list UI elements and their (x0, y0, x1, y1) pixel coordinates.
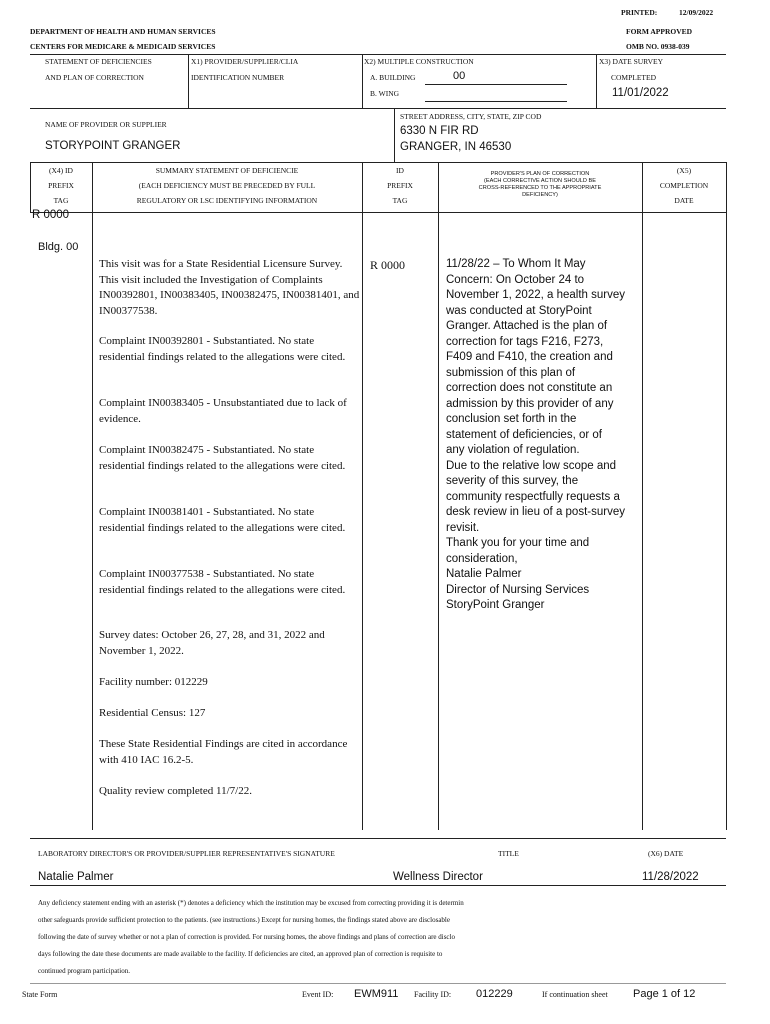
plan-line: any violation of regulation. (446, 444, 580, 456)
plan-line: severity of this survey, the (446, 475, 579, 487)
address-label: STREET ADDRESS, CITY, STATE, ZIP COD (400, 112, 542, 121)
disclaimer-line: following the date of survey whether or not a plan of correction is provided. For nursing homes, the above findings and plans of correction are disclo (38, 933, 455, 941)
plan-line: consideration, (446, 552, 518, 565)
finding-paragraph: Residential Census: 127 (99, 707, 206, 719)
id-header-1: ID (396, 166, 404, 175)
plan-header (438, 171, 642, 199)
statement-label-1: STATEMENT OF DEFICIENCIES (45, 57, 152, 66)
plan-line: Natalie Palmer (446, 568, 522, 580)
event-id-value: EWM911 (354, 988, 399, 1000)
disclaimer-line: continued program participation. (38, 967, 130, 975)
plan-line: 11/28/22 – To Whom It May (446, 258, 586, 270)
provider-name: STORYPOINT GRANGER (45, 140, 181, 152)
plan-line: Thank you for your time and (446, 537, 590, 549)
finding-paragraph: Quality review completed 11/7/22. (99, 785, 252, 797)
plan-line: statement of deficiencies, or of (446, 428, 602, 441)
form-approved: FORM APPROVED (626, 27, 693, 36)
tag-right: R 0000 (370, 258, 406, 272)
plan-line: community respectfully requests a (446, 490, 620, 503)
plan-header-2: (EACH CORRECTIVE ACTION SHOULD BE (484, 178, 596, 184)
plan-line: conclusion set forth in the (446, 413, 577, 425)
omb-number: OMB NO. 0938-039 (626, 42, 690, 51)
finding-paragraph: Facility number: 012229 (99, 676, 208, 688)
plan-line: desk review in lieu of a post-survey (446, 506, 625, 518)
disclaimer-line: days following the date these documents are made available to the facility. If deficiencies are cited, an approved plan of correction is requisite to (38, 950, 443, 958)
finding-paragraph: Survey dates: October 26, 27, 28, and 31, 2022 and November 1, 2022. (99, 629, 325, 657)
x4-header-2: PREFIX (48, 181, 74, 190)
plan-line: revisit. (446, 521, 480, 534)
plan-line: Concern: On October 24 to (446, 273, 585, 286)
plan-line: Granger. Attached is the plan of (446, 320, 608, 332)
continuation-label: If continuation sheet (542, 990, 608, 999)
finding-paragraph: Complaint IN00382475 - Substantiated. No state residential findings related to the allegations were cited. (99, 444, 346, 472)
tag-left: R 0000 (32, 209, 70, 221)
printed-label: PRINTED: (621, 8, 658, 17)
finding-paragraph: Complaint IN00392801 - Substantiated. No state residential findings related to the allegations were cited. (99, 335, 346, 363)
x5-header-1: (X5) (676, 166, 692, 175)
facility-id-label: Facility ID: (414, 990, 452, 999)
plan-line: correction for tags F216, F273, (446, 335, 604, 348)
plan-line: Director of Nursing Services (446, 583, 590, 596)
finding-paragraph: Complaint IN00381401 - Substantiated. No state residential findings related to the allegations were cited. (99, 506, 346, 534)
signature-label: LABORATORY DIRECTOR'S OR PROVIDER/SUPPLIER REPRESENTATIVE'S SIGNATURE (38, 849, 335, 858)
plan-line: November 1, 2022, a health survey (446, 289, 625, 301)
signature-date: 11/28/2022 (642, 871, 699, 883)
x1-label-1: X1) PROVIDER/SUPPLIER/CLIA (191, 57, 299, 66)
plan-line: StoryPoint Granger (446, 599, 545, 611)
address-line-2: GRANGER, IN 46530 (400, 141, 512, 153)
event-id-label: Event ID: (302, 990, 334, 999)
summary-header-2: (EACH DEFICIENCY MUST BE PRECEDED BY FULL (138, 181, 316, 190)
printed-date: 12/09/2022 (679, 8, 714, 17)
building-id: Bldg. 00 (38, 241, 79, 253)
title-label: TITLE (498, 849, 519, 858)
disclaimer-line: other safeguards provide sufficient protection to the patients. (see instructions.) Except for nursing homes, the findings stated above are disclosable (38, 916, 450, 924)
x4-header-1: (X4) ID (49, 166, 73, 175)
x5-header-3: DATE (674, 196, 694, 205)
x3-label-1: X3) DATE SURVEY (599, 57, 663, 66)
finding-paragraph: Complaint IN00383405 - Unsubstantiated due to lack of evidence. (99, 397, 347, 425)
id-header-3: TAG (392, 196, 408, 205)
disclaimer-line: Any deficiency statement ending with an asterisk (*) denotes a deficiency which the institution may be excused from correcting providing it is determin (38, 899, 464, 907)
id-header-2: PREFIX (387, 181, 413, 190)
summary-header-3: REGULATORY OR LSC IDENTIFYING INFORMATION (136, 196, 318, 205)
survey-completed-date: 11/01/2022 (612, 87, 669, 99)
address-line-1: 6330 N FIR RD (400, 125, 479, 137)
plan-line: F409 and F410, the creation and (446, 351, 613, 363)
date-label: (X6) DATE (648, 849, 684, 858)
facility-id-value: 012229 (476, 988, 513, 1000)
agency-title: CENTERS FOR MEDICARE & MEDICAID SERVICES (30, 42, 216, 51)
signer-title: Wellness Director (393, 871, 483, 883)
building-label: A. BUILDING (370, 73, 416, 82)
x5-header-2: COMPLETION (659, 181, 709, 190)
page-number: Page 1 of 12 (633, 988, 696, 1000)
statement-label-2: AND PLAN OF CORRECTION (45, 73, 144, 82)
finding-paragraph: Complaint IN00377538 - Substantiated. No state residential findings related to the allegations were cited. (99, 568, 346, 596)
provider-name-label: NAME OF PROVIDER OR SUPPLIER (45, 120, 167, 129)
x4-header-3: TAG (53, 196, 69, 205)
plan-header-3: CROSS-REFERENCED TO THE APPROPRIATE (478, 185, 602, 191)
disclaimer (38, 895, 464, 980)
dept-title: DEPARTMENT OF HEALTH AND HUMAN SERVICES (30, 27, 216, 36)
plan-line: admission by this provider of any (446, 397, 614, 410)
x3-label-2: COMPLETED (611, 73, 656, 82)
x1-label-2: IDENTIFICATION NUMBER (191, 73, 285, 82)
plan-line: submission of this plan of (446, 366, 576, 379)
finding-paragraph: This visit was for a State Residential Licensure Survey. This visit included the Investigation of Complaints IN00392801, IN00383405, IN00382475, IN00381401, and IN00377538. (99, 258, 360, 317)
plan-line: Due to the relative low scope and (446, 459, 617, 472)
plan-line: correction does not constitute an (446, 382, 613, 394)
plan-header-4: DEFICIENCY) (522, 192, 558, 198)
finding-paragraph: These State Residential Findings are cited in accordance with 410 IAC 16.2-5. (99, 738, 348, 766)
wing-label: B. WING (370, 89, 400, 98)
state-form-label: State Form (22, 990, 58, 999)
building-value: 00 (453, 70, 466, 82)
plan-line: was conducted at StoryPoint (446, 304, 592, 317)
summary-header-1: SUMMARY STATEMENT OF DEFICIENCIE (155, 166, 299, 175)
plan-header-1: PROVIDER'S PLAN OF CORRECTION (490, 171, 590, 177)
x2-label: X2) MULTIPLE CONSTRUCTION (364, 57, 474, 66)
signer-name: Natalie Palmer (38, 871, 114, 883)
